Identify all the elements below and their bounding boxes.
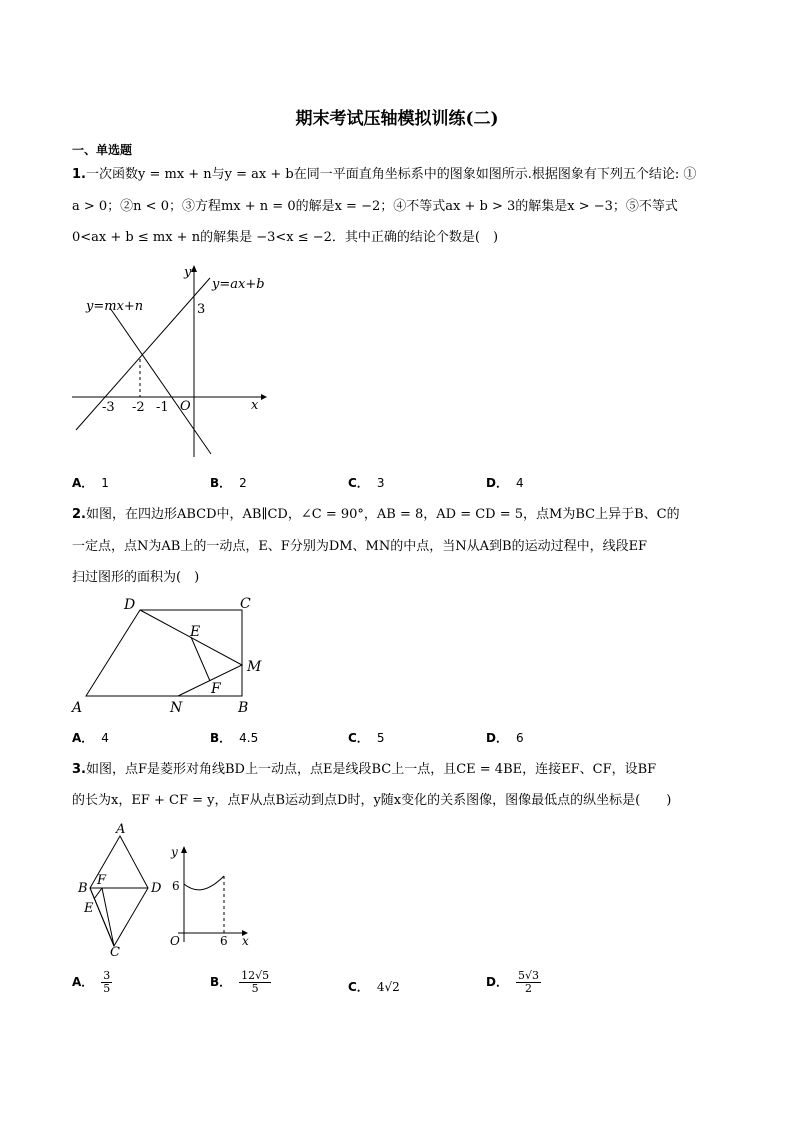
- q1-line1: [72, 166, 696, 184]
- q2-segments-d-m-n: [140, 610, 242, 696]
- q2-option-b[interactable]: B． 4.5: [210, 731, 259, 745]
- q3-tick-y6: 6: [172, 879, 180, 893]
- q3-label-a: A: [116, 822, 126, 837]
- q3-y-arrow: [181, 846, 187, 853]
- q1-x-label: x: [251, 398, 259, 413]
- q3-rhombus: [90, 836, 148, 946]
- q3-option-b[interactable]: B． $\frac{12√5}{5}$: [210, 969, 270, 995]
- q3-option-a[interactable]: A． $\frac{3}{5}$: [72, 969, 111, 995]
- q2-label-n: N: [170, 700, 183, 716]
- q3-tick-x6: 6: [220, 934, 228, 948]
- q2-label-b: B: [238, 700, 249, 716]
- q1-line2: a > 0；②n < 0；③方程mx + n = 0的解是x = −2；④不等式ax + b > 3的解集是x > −3；⑤不等式: [72, 199, 678, 214]
- q3-option-c[interactable]: C． 4√2: [348, 980, 400, 994]
- q3-line1: [72, 761, 656, 779]
- q3-label-e: E: [84, 901, 94, 916]
- q1-tick-3: 3: [197, 302, 206, 317]
- q3-segment-cd-inner: [90, 888, 114, 946]
- q3-option-d-fraction: $\frac{5√3}{2}$: [517, 969, 539, 995]
- q1-figure: [66, 262, 281, 460]
- q3-option-d[interactable]: D． $\frac{5√3}{2}$: [486, 969, 539, 995]
- q3-label-c: C: [110, 945, 120, 958]
- q3-label-d: D: [151, 881, 162, 896]
- q2-option-c[interactable]: C． 5: [348, 731, 385, 745]
- q1-tick-neg1: -1: [156, 400, 169, 415]
- q1-line3: 0<ax + b ≤ mx + n的解集是 −3<x ≤ −2．其中正确的结论个数是( ): [72, 230, 499, 245]
- section-heading: 一、单选题: [72, 143, 133, 157]
- q3-curve: [184, 876, 224, 890]
- q1-origin: O: [180, 399, 191, 414]
- q3-line2: 的长为x，EF + CF = y，点F从点B运动到点D时，y随x变化的关系图像，图像最低点的纵坐标是( ): [72, 793, 672, 808]
- q2-label-d: D: [124, 597, 136, 613]
- q1-number: 1.: [72, 167, 86, 182]
- q3-option-b-fraction: $\frac{12√5}{5}$: [241, 969, 270, 995]
- q2-label-f: F: [211, 681, 221, 697]
- q1-label-ax-b: y=ax+b: [212, 277, 265, 292]
- q2-label-a: A: [72, 700, 83, 716]
- q3-label-b: B: [78, 881, 88, 896]
- q1-label-mx-n: y=mx+n: [86, 299, 144, 314]
- q3-origin: O: [170, 934, 180, 948]
- q2-option-d[interactable]: D． 6: [486, 731, 524, 745]
- q1-option-b[interactable]: B． 2: [210, 476, 247, 490]
- q2-line3: 扫过图形的面积为( ): [72, 570, 200, 585]
- q2-label-c: C: [240, 596, 251, 612]
- q2-figure: [66, 594, 276, 716]
- q2-label-m: M: [247, 659, 262, 675]
- q3-x-label: x: [242, 934, 249, 948]
- q2-line1: [72, 506, 680, 524]
- q3-number: 3.: [72, 762, 86, 777]
- q1-y-arrow: [191, 265, 197, 272]
- q3-segment-fc: [102, 888, 114, 946]
- q3-option-a-fraction: $\frac{3}{5}$: [103, 969, 111, 995]
- q1-option-a[interactable]: A． 1: [72, 476, 109, 490]
- q2-line2: 一定点，点N为AB上的一动点，E、F分别为DM、MN的中点，当N从A到B的运动过程中，线段EF: [72, 539, 648, 554]
- q2-segment-ef: [191, 637, 210, 681]
- q1-option-d[interactable]: D． 4: [486, 476, 524, 490]
- q3-text-1: 如图，点F是菱形对角线BD上一动点，点E是线段BC上一点，且CE = 4BE，连接EF、CF，设BF: [85, 762, 657, 777]
- q1-y-label: y: [184, 265, 192, 280]
- q1-line-mx-n: [110, 308, 211, 454]
- q1-text-1: 一次函数y = mx + n与y = ax + b在同一平面直角坐标系中的图象如图所示.根据图象有下列五个结论: ①: [85, 167, 697, 182]
- q2-text-1: 如图，在四边形ABCD中，AB∥CD，∠C = 90°，AB = 8，AD = CD = 5，点M为BC上异于B、C的: [85, 507, 680, 522]
- q3-y-label: y: [171, 845, 178, 859]
- q1-tick-neg2: -2: [132, 400, 145, 415]
- q2-number: 2.: [72, 507, 86, 522]
- q3-graph-figure: [166, 842, 256, 950]
- q2-label-e: E: [190, 624, 201, 640]
- q3-label-f: F: [97, 873, 107, 888]
- q1-tick-neg3: -3: [102, 400, 115, 415]
- q1-option-c[interactable]: C． 3: [348, 476, 385, 490]
- q3-rhombus-figure: [72, 820, 162, 958]
- q3-segment-ef: [94, 888, 102, 899]
- q2-option-a[interactable]: A． 4: [72, 731, 109, 745]
- q1-x-arrow: [261, 394, 267, 400]
- page-title: 期末考试压轴模拟训练(二): [295, 109, 499, 129]
